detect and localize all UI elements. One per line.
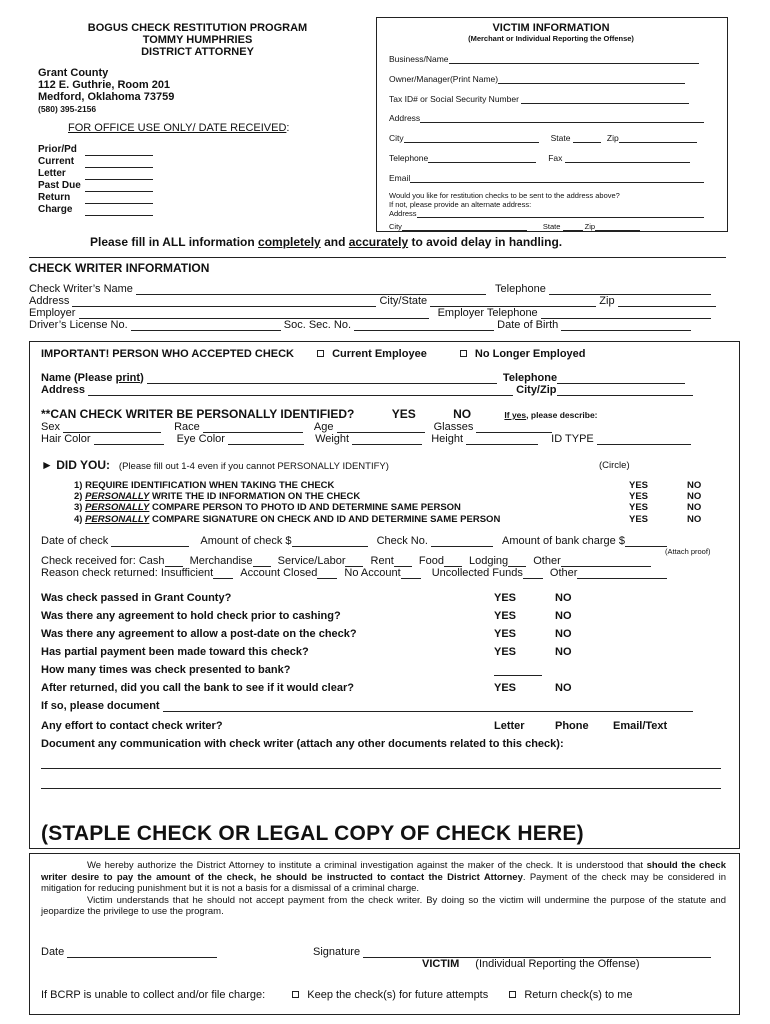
contact-letter[interactable]: Letter xyxy=(494,720,525,732)
office-field-line[interactable] xyxy=(85,168,153,180)
victim-title: VICTIM INFORMATION xyxy=(492,22,610,34)
writer-row-address: Address City/State Zip xyxy=(29,295,716,307)
office-field-line[interactable] xyxy=(85,180,153,192)
check-date-input[interactable] xyxy=(111,535,189,547)
office-field: Past Due xyxy=(38,180,153,192)
attach-proof-note: (Attach proof) xyxy=(665,547,711,556)
identify-no[interactable]: NO xyxy=(453,407,472,421)
authorization-text xyxy=(41,860,726,918)
writer-employer-phone-input[interactable] xyxy=(541,307,711,319)
accepted-phone-input[interactable] xyxy=(557,372,685,384)
bcrp-row: If BCRP is unable to collect and/or file charge: Keep the check(s) for future attempts Return check(s) to me xyxy=(41,989,633,1001)
signature-input[interactable] xyxy=(363,946,711,958)
writer-row-employer: Employer Employer Telephone xyxy=(29,307,711,319)
writer-heading: CHECK WRITER INFORMATION xyxy=(29,261,210,275)
question-row: Was there any agreement to hold check prior to cashing? xyxy=(41,610,341,622)
victim-phone-input[interactable] xyxy=(428,151,536,163)
question-no[interactable]: NO xyxy=(555,610,572,622)
received-for-row: Check received for: Cash Merchandise Service/Labor Rent Food Lodging Other xyxy=(41,555,651,567)
hair-input[interactable] xyxy=(94,433,164,445)
program-title: BOGUS CHECK RESTITUTION PROGRAM xyxy=(87,22,308,34)
writer-name-input[interactable] xyxy=(136,283,486,295)
item-yes[interactable]: YES xyxy=(629,513,649,525)
weight-input[interactable] xyxy=(352,433,422,445)
question-row: How many times was check presented to bank? xyxy=(41,664,291,676)
did-you-heading: ► DID YOU: xyxy=(41,458,110,472)
signature-row: Signature xyxy=(313,946,711,958)
office-field: Return xyxy=(38,192,153,204)
item-no[interactable]: NO xyxy=(687,502,702,514)
question-yes[interactable]: YES xyxy=(494,628,517,640)
insufficient-input[interactable] xyxy=(213,567,233,579)
service-input[interactable] xyxy=(345,555,363,567)
accepted-cityzip-input[interactable] xyxy=(557,384,693,396)
contact-email[interactable]: Email/Text xyxy=(613,720,668,732)
contact-phone[interactable]: Phone xyxy=(555,720,589,732)
victim-email-input[interactable] xyxy=(410,171,704,183)
date-input[interactable] xyxy=(67,946,217,958)
eye-input[interactable] xyxy=(228,433,304,445)
lodging-input[interactable] xyxy=(508,555,526,567)
accepted-address-input[interactable] xyxy=(88,384,513,396)
reason-returned-row: Reason check returned: Insufficient Account Closed No Account Uncollected Funds Other xyxy=(41,567,667,579)
program-phone: (580) 395-2156 xyxy=(38,104,97,114)
victim-owner-row: Owner/Manager(Print Name) xyxy=(389,72,685,84)
document-input[interactable] xyxy=(163,700,693,712)
office-field-line[interactable] xyxy=(85,156,153,168)
office-field-line[interactable] xyxy=(85,192,153,204)
writer-row-license: Driver’s License No. Soc. Sec. No. Date of Birth xyxy=(29,319,691,331)
victim-alt-address: Would you like for restitution checks to be sent to the address above? If not, please provide an alternate address: Address xyxy=(389,191,704,218)
cash-input[interactable] xyxy=(165,555,183,567)
writer-zip-input[interactable] xyxy=(618,295,716,307)
date-row: Date xyxy=(41,946,217,958)
question-no[interactable]: NO xyxy=(555,646,572,658)
item-yes[interactable]: YES xyxy=(629,480,649,491)
uncollected-input[interactable] xyxy=(523,567,543,579)
office-field-line[interactable] xyxy=(85,144,153,156)
times-presented-input[interactable] xyxy=(494,664,542,676)
victim-state-input[interactable] xyxy=(573,131,601,143)
office-use-fields xyxy=(38,144,153,216)
instruction-line: Please fill in ALL information completely and accurately to avoid delay in handling. xyxy=(90,235,563,249)
describe-row-1: Sex Race Age Glasses xyxy=(41,421,552,433)
did-you-note: (Please fill out 1-4 even if you cannot PERSONALLY IDENTIFY) xyxy=(118,461,389,472)
accepted-name-row: Name (Please print) Telephone xyxy=(41,372,685,384)
height-input[interactable] xyxy=(466,433,538,445)
victim-business-input[interactable] xyxy=(449,52,699,64)
program-header xyxy=(40,22,355,58)
current-employee-checkbox[interactable] xyxy=(317,350,324,357)
communication-line-1[interactable] xyxy=(41,768,721,769)
item-no[interactable]: NO xyxy=(687,480,702,491)
item-yes[interactable]: YES xyxy=(629,491,649,503)
question-row: Has partial payment been made toward this check? xyxy=(41,646,309,658)
received-other-input[interactable] xyxy=(561,555,651,567)
city-state-zip: Medford, Oklahoma 73759 xyxy=(38,91,175,103)
victim-address-row: Address xyxy=(389,111,704,123)
writer-citystate-input[interactable] xyxy=(430,295,596,307)
victim-city-row: City State Zip xyxy=(389,131,697,143)
check-amount-input[interactable] xyxy=(292,535,368,547)
victim-phone-row: Telephone Fax xyxy=(389,151,690,163)
merchandise-input[interactable] xyxy=(253,555,271,567)
reason-other-input[interactable] xyxy=(577,567,667,579)
accepted-heading-row: IMPORTANT! PERSON WHO ACCEPTED CHECK Current Employee No Longer Employed xyxy=(41,348,586,360)
writer-address-input[interactable] xyxy=(72,295,376,307)
victim-label-row: VICTIM (Individual Reporting the Offense) xyxy=(422,958,640,970)
county: Grant County xyxy=(38,67,109,79)
victim-alt-city-input[interactable] xyxy=(402,222,527,231)
victim-email-row: Email xyxy=(389,171,704,183)
writer-dob-input[interactable] xyxy=(561,319,691,331)
question-row: Was there any agreement to allow a post-date on the check? xyxy=(41,628,357,640)
question-no[interactable]: NO xyxy=(555,682,572,694)
writer-license-input[interactable] xyxy=(131,319,281,331)
item-no[interactable]: NO xyxy=(687,513,702,525)
question-yes[interactable]: YES xyxy=(494,592,517,604)
communication-label: Document any communication with check writer (attach any other documents related to this check): xyxy=(41,738,564,750)
item-no[interactable]: NO xyxy=(687,491,702,503)
former-employee-checkbox[interactable] xyxy=(460,350,467,357)
closed-input[interactable] xyxy=(317,567,337,579)
food-input[interactable] xyxy=(444,555,462,567)
victim-address-input[interactable] xyxy=(420,111,704,123)
communication-line-2[interactable] xyxy=(41,788,721,789)
writer-row-name: Check Writer’s Name Telephone xyxy=(29,283,711,295)
did-you-item: 4) PERSONALLY COMPARE SIGNATURE ON CHECK AND ID AND DETERMINE SAME PERSON YES NO xyxy=(74,513,702,525)
office-field: Current xyxy=(38,156,153,168)
writer-phone-input[interactable] xyxy=(549,283,711,295)
item-yes[interactable]: YES xyxy=(629,502,649,514)
victim-taxid-input[interactable] xyxy=(521,92,689,104)
did-you-item: 1) REQUIRE IDENTIFICATION WHEN TAKING THE CHECK YES NO xyxy=(74,480,702,491)
question-row: Was check passed in Grant County? xyxy=(41,592,232,604)
accepted-name-input[interactable] xyxy=(147,372,497,384)
circle-note: (Circle) xyxy=(599,460,630,471)
victim-taxid-row: Tax ID# or Social Security Number xyxy=(389,92,689,104)
victim-subtitle: (Merchant or Individual Reporting the Offense) xyxy=(468,34,634,43)
did-you-item: 2) PERSONALLY WRITE THE ID INFORMATION ON THE CHECK YES NO xyxy=(74,491,702,503)
question-no[interactable]: NO xyxy=(555,628,572,640)
question-row: After returned, did you call the bank to see if it would clear? xyxy=(41,682,354,694)
idtype-input[interactable] xyxy=(597,433,691,445)
describe-row-2: Hair Color Eye Color Weight Height ID TYPE xyxy=(41,433,691,445)
race-input[interactable] xyxy=(203,421,303,433)
victim-city-input[interactable] xyxy=(404,131,539,143)
keep-check-checkbox[interactable] xyxy=(292,991,299,998)
victim-owner-input[interactable] xyxy=(498,72,685,84)
contact-row: Any effort to contact check writer? xyxy=(41,720,223,732)
writer-ssn-input[interactable] xyxy=(354,319,494,331)
question-yes[interactable]: YES xyxy=(494,610,517,622)
check-info-row: Date of check Amount of check $ Check No. Amount of bank charge $ xyxy=(41,535,667,547)
accepted-address-row: Address City/Zip xyxy=(41,384,693,396)
check-number-input[interactable] xyxy=(431,535,493,547)
office-field: Letter xyxy=(38,168,153,180)
no-account-input[interactable] xyxy=(401,567,421,579)
bank-charge-input[interactable] xyxy=(625,535,667,547)
identify-row: **CAN CHECK WRITER BE PERSONALLY IDENTIFIED? YES NO If yes, please describe: xyxy=(41,407,598,421)
da-office: DISTRICT ATTORNEY xyxy=(141,46,254,58)
age-input[interactable] xyxy=(337,421,425,433)
staple-check-heading: (STAPLE CHECK OR LEGAL COPY OF CHECK HERE) xyxy=(41,822,584,845)
office-use-title: FOR OFFICE USE ONLY/ DATE RECEIVED xyxy=(68,122,287,134)
office-use-heading: FOR OFFICE USE ONLY/ DATE RECEIVED: xyxy=(68,122,290,134)
victim-fax-input[interactable] xyxy=(565,151,690,163)
authorization-paragraph-1: We hereby authorize the District Attorney to institute a criminal investigation against the maker of the check. It is understood that should the check writer desire to pay the amount of the check, he should be instructed to contact the District Attorney. Payment of the check may be considered in mitigation for reducing punishment but it is not a basis for a dismissal of a criminal charge. xyxy=(41,860,726,894)
office-field: Charge xyxy=(38,204,153,216)
instruction-rule xyxy=(29,257,726,258)
question-yes[interactable]: YES xyxy=(494,682,517,694)
victim-header xyxy=(376,22,726,43)
victim-zip-input[interactable] xyxy=(619,131,697,143)
victim-alt-zip-input[interactable] xyxy=(595,222,640,231)
office-field-line[interactable] xyxy=(85,204,153,216)
authorization-paragraph-2: Victim understands that he should not accept payment from the check writer. By doing so the victim will undermine the purpose of the statute and jeopardize the privilege to use the program. xyxy=(41,894,726,917)
did-you-row xyxy=(41,458,389,472)
glasses-input[interactable] xyxy=(476,421,552,433)
street: 112 E. Guthrie, Room 201 xyxy=(38,79,171,91)
did-you-item: 3) PERSONALLY COMPARE PERSON TO PHOTO ID AND DETERMINE SAME PERSON YES NO xyxy=(74,502,702,514)
office-field: Prior/Pd xyxy=(38,144,153,156)
question-yes[interactable]: YES xyxy=(494,646,517,658)
document-row: If so, please document xyxy=(41,700,693,712)
identify-question: **CAN CHECK WRITER BE PERSONALLY IDENTIFIED? xyxy=(41,407,355,421)
program-address xyxy=(38,67,174,115)
writer-employer-input[interactable] xyxy=(79,307,429,319)
victim-alt-state-input[interactable] xyxy=(563,222,583,231)
victim-alt-address-input[interactable] xyxy=(417,209,704,218)
victim-alt-city-row: City State Zip xyxy=(389,222,640,231)
return-check-checkbox[interactable] xyxy=(509,991,516,998)
did-you-list xyxy=(74,480,714,525)
accepted-heading: IMPORTANT! PERSON WHO ACCEPTED CHECK xyxy=(41,348,294,360)
rent-input[interactable] xyxy=(394,555,412,567)
question-no[interactable]: NO xyxy=(555,592,572,604)
victim-business-row: Business/Name xyxy=(389,52,699,64)
identify-yes[interactable]: YES xyxy=(391,407,416,421)
sex-input[interactable] xyxy=(63,421,161,433)
da-name: TOMMY HUMPHRIES xyxy=(142,34,253,46)
